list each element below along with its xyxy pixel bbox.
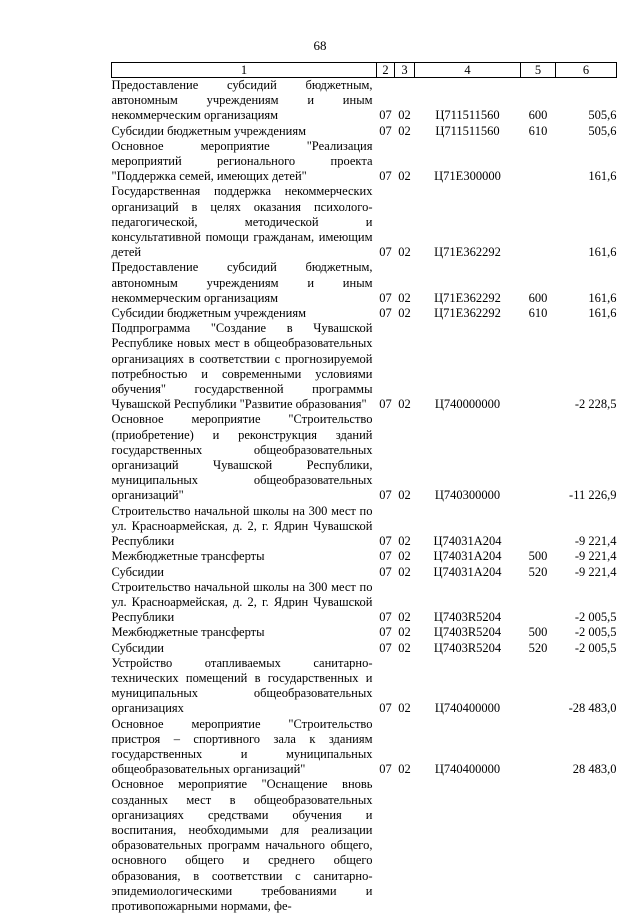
table-row xyxy=(112,184,617,260)
row-description: Предоставление субсидий бюджетным, автономным учреждениям и иным некоммерческим организациям xyxy=(112,260,377,306)
row-expense-type-code xyxy=(521,321,556,412)
row-description: Предоставление субсидий бюджетным, автономным учреждениям и иным некоммерческим организациям xyxy=(112,78,377,124)
header-row xyxy=(112,63,617,78)
row-amount: -11 226,9 xyxy=(556,412,617,503)
row-description: Субсидии xyxy=(112,641,377,656)
row-amount xyxy=(556,777,617,914)
table-row xyxy=(112,565,617,580)
row-subsection-code xyxy=(395,777,415,914)
row-description: Субсидии бюджетным учреждениям xyxy=(112,124,377,139)
row-section-code: 07 xyxy=(377,656,395,717)
row-description: Основное мероприятие "Строительство пристроя – спортивного зала к зданиям государственных и муниципальных общеобразовательных организаций" xyxy=(112,717,377,778)
row-description: Устройство отапливаемых санитарно-технических помещений в государственных и муниципальных общеобразовательных организациях xyxy=(112,656,377,717)
row-subsection-code: 02 xyxy=(395,580,415,626)
row-amount: 161,6 xyxy=(556,184,617,260)
row-subsection-code: 02 xyxy=(395,656,415,717)
row-expense-type-code: 500 xyxy=(521,549,556,564)
row-expense-type-code: 520 xyxy=(521,641,556,656)
table-row xyxy=(112,656,617,717)
row-amount: -9 221,4 xyxy=(556,504,617,550)
row-target-article-code: Ц7403R5204 xyxy=(415,641,521,656)
row-target-article-code: Ц711511560 xyxy=(415,124,521,139)
row-amount: 161,6 xyxy=(556,260,617,306)
row-target-article-code: Ц74031А204 xyxy=(415,504,521,550)
header-col-4: 4 xyxy=(415,63,521,78)
row-expense-type-code: 520 xyxy=(521,565,556,580)
table-row xyxy=(112,717,617,778)
row-amount: 505,6 xyxy=(556,124,617,139)
table-row xyxy=(112,124,617,139)
row-amount: -2 005,5 xyxy=(556,580,617,626)
row-amount: -2 005,5 xyxy=(556,625,617,640)
table-row xyxy=(112,306,617,321)
row-amount: -2 228,5 xyxy=(556,321,617,412)
page-number: 68 xyxy=(0,38,640,54)
row-target-article-code: Ц71Е362292 xyxy=(415,260,521,306)
row-expense-type-code: 610 xyxy=(521,306,556,321)
row-subsection-code: 02 xyxy=(395,321,415,412)
header-col-1: 1 xyxy=(112,63,377,78)
row-expense-type-code: 600 xyxy=(521,260,556,306)
row-section-code: 07 xyxy=(377,78,395,124)
table-header xyxy=(112,63,617,78)
header-col-5: 5 xyxy=(521,63,556,78)
row-amount: -9 221,4 xyxy=(556,565,617,580)
row-subsection-code: 02 xyxy=(395,260,415,306)
row-description: Подпрограмма "Создание в Чувашской Республике новых мест в общеобразовательных организациях в соответствии с прогнозируемой потребностью и современными условиями обучения" государственной программы Чувашской Республики "Развитие образования" xyxy=(112,321,377,412)
row-description: Субсидии xyxy=(112,565,377,580)
row-expense-type-code xyxy=(521,717,556,778)
row-section-code: 07 xyxy=(377,124,395,139)
row-subsection-code: 02 xyxy=(395,184,415,260)
row-subsection-code: 02 xyxy=(395,549,415,564)
row-target-article-code: Ц740400000 xyxy=(415,656,521,717)
row-description: Строительство начальной школы на 300 мест по ул. Красноармейская, д. 2, г. Ядрин Чувашской Республики xyxy=(112,580,377,626)
row-target-article-code: Ц740300000 xyxy=(415,412,521,503)
row-amount: 161,6 xyxy=(556,306,617,321)
table-row xyxy=(112,504,617,550)
row-expense-type-code xyxy=(521,412,556,503)
row-amount: -2 005,5 xyxy=(556,641,617,656)
row-expense-type-code xyxy=(521,184,556,260)
row-section-code: 07 xyxy=(377,412,395,503)
row-section-code: 07 xyxy=(377,641,395,656)
row-section-code xyxy=(377,777,395,914)
table-row xyxy=(112,777,617,914)
table-row xyxy=(112,625,617,640)
row-amount: 28 483,0 xyxy=(556,717,617,778)
row-description: Основное мероприятие "Строительство (приобретение) и реконструкция зданий государственных общеобразовательных организаций Чувашской Республики, муниципальных общеобразовательных организаций" xyxy=(112,412,377,503)
row-subsection-code: 02 xyxy=(395,717,415,778)
row-target-article-code: Ц711511560 xyxy=(415,78,521,124)
row-subsection-code: 02 xyxy=(395,139,415,185)
row-target-article-code: Ц74031А204 xyxy=(415,549,521,564)
row-amount: -28 483,0 xyxy=(556,656,617,717)
table-row xyxy=(112,139,617,185)
row-target-article-code: Ц740000000 xyxy=(415,321,521,412)
row-section-code: 07 xyxy=(377,504,395,550)
row-subsection-code: 02 xyxy=(395,625,415,640)
row-section-code: 07 xyxy=(377,549,395,564)
header-col-3: 3 xyxy=(395,63,415,78)
row-target-article-code: Ц7403R5204 xyxy=(415,580,521,626)
row-target-article-code: Ц71Е362292 xyxy=(415,184,521,260)
row-subsection-code: 02 xyxy=(395,412,415,503)
row-description: Основное мероприятие "Реализация мероприятий регионального проекта "Поддержка семей, имеющих детей" xyxy=(112,139,377,185)
row-amount: 505,6 xyxy=(556,78,617,124)
row-section-code: 07 xyxy=(377,260,395,306)
row-description: Субсидии бюджетным учреждениям xyxy=(112,306,377,321)
row-description: Государственная поддержка некоммерческих организаций в целях оказания психолого-педагогической, методической и консультативной помощи гражданам, имеющим детей xyxy=(112,184,377,260)
header-col-6: 6 xyxy=(556,63,617,78)
table-row xyxy=(112,78,617,124)
budget-table xyxy=(111,62,617,914)
row-subsection-code: 02 xyxy=(395,78,415,124)
table-row xyxy=(112,580,617,626)
row-expense-type-code xyxy=(521,777,556,914)
row-expense-type-code: 600 xyxy=(521,78,556,124)
row-section-code: 07 xyxy=(377,625,395,640)
row-target-article-code xyxy=(415,777,521,914)
row-subsection-code: 02 xyxy=(395,124,415,139)
row-subsection-code: 02 xyxy=(395,504,415,550)
row-target-article-code: Ц74031А204 xyxy=(415,565,521,580)
row-subsection-code: 02 xyxy=(395,306,415,321)
row-expense-type-code xyxy=(521,139,556,185)
row-description: Межбюджетные трансферты xyxy=(112,549,377,564)
row-section-code: 07 xyxy=(377,321,395,412)
row-target-article-code: Ц71Е300000 xyxy=(415,139,521,185)
row-amount: -9 221,4 xyxy=(556,549,617,564)
table-row xyxy=(112,321,617,412)
table-row xyxy=(112,549,617,564)
table-row xyxy=(112,412,617,503)
row-section-code: 07 xyxy=(377,565,395,580)
table-row xyxy=(112,260,617,306)
row-section-code: 07 xyxy=(377,580,395,626)
row-section-code: 07 xyxy=(377,184,395,260)
row-target-article-code: Ц740400000 xyxy=(415,717,521,778)
table-row xyxy=(112,641,617,656)
row-expense-type-code xyxy=(521,580,556,626)
row-subsection-code: 02 xyxy=(395,565,415,580)
row-subsection-code: 02 xyxy=(395,641,415,656)
row-section-code: 07 xyxy=(377,306,395,321)
row-target-article-code: Ц7403R5204 xyxy=(415,625,521,640)
header-col-2: 2 xyxy=(377,63,395,78)
row-target-article-code: Ц71Е362292 xyxy=(415,306,521,321)
row-expense-type-code xyxy=(521,656,556,717)
row-expense-type-code: 500 xyxy=(521,625,556,640)
row-section-code: 07 xyxy=(377,139,395,185)
row-section-code: 07 xyxy=(377,717,395,778)
row-expense-type-code xyxy=(521,504,556,550)
row-description: Межбюджетные трансферты xyxy=(112,625,377,640)
row-description: Основное мероприятие "Оснащение вновь созданных мест в общеобразовательных организациях средствами обучения и воспитания, необходимыми для реализации образовательных программ начального общего, основного общего и среднего общего образования, в соответствии с санитарно-эпидемиологическими требованиями и противопожарными нормами, фе- xyxy=(112,777,377,914)
table-body xyxy=(112,78,617,914)
row-expense-type-code: 610 xyxy=(521,124,556,139)
row-amount: 161,6 xyxy=(556,139,617,185)
row-description: Строительство начальной школы на 300 мест по ул. Красноармейская, д. 2, г. Ядрин Чувашской Республики xyxy=(112,504,377,550)
